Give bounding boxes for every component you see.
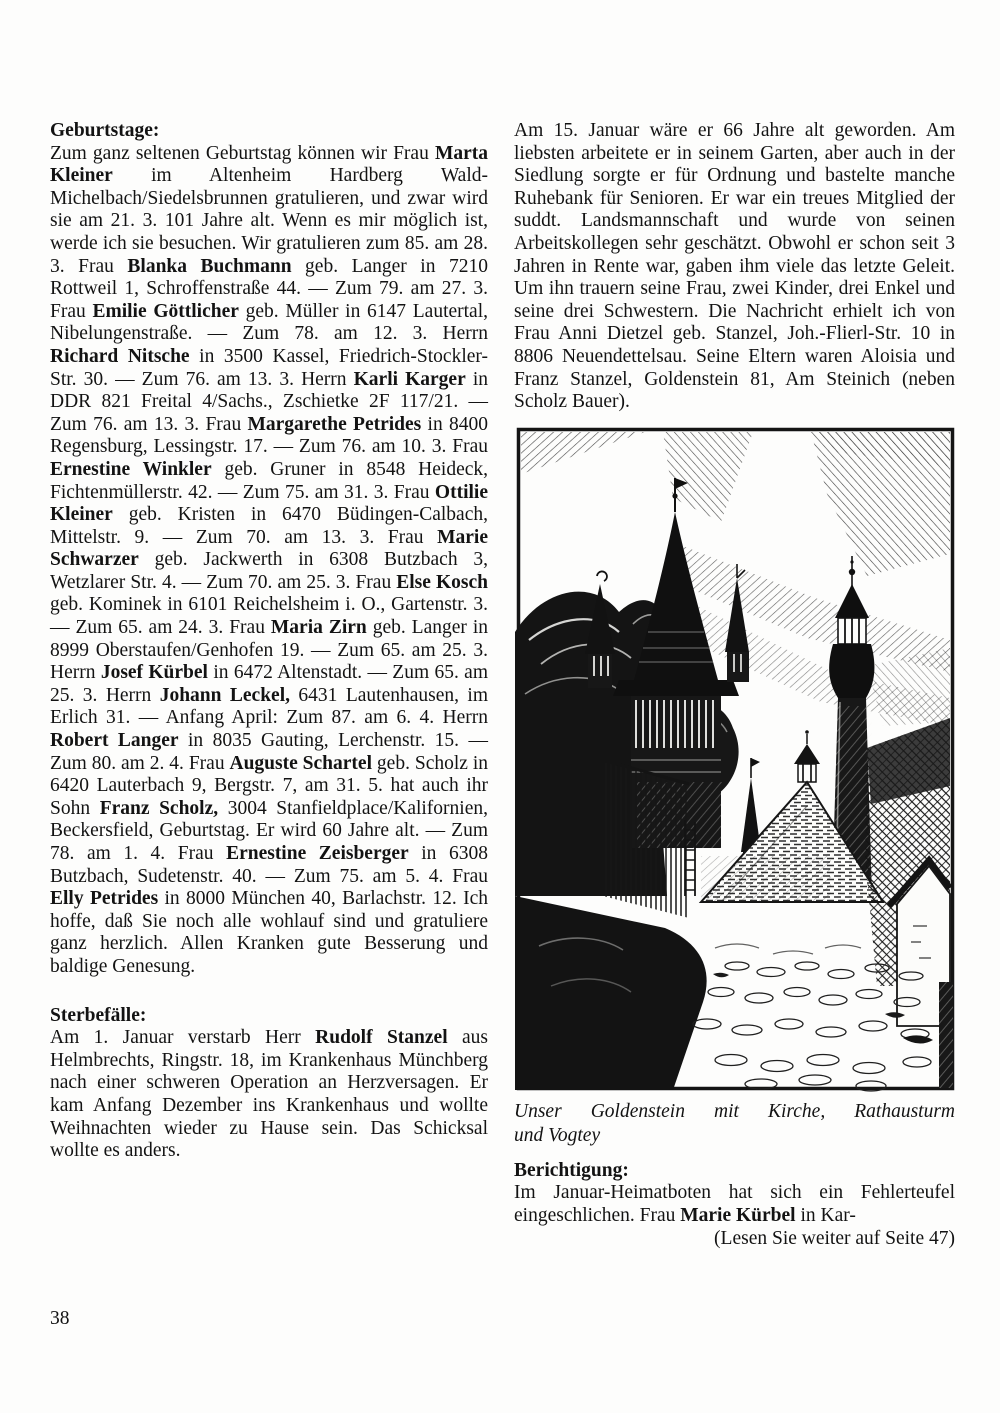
- foreground-shadow: [515, 896, 707, 1090]
- paragraph-obituary: Am 15. Januar wäre er 66 Jahre alt geworden. Am liebsten arbeitete er in seinem Garten, aber auch in der Siedlung sorgte er für Ordnung und bastelte manche Ruhebank für Senioren. Er war ein treues Mitglied der suddt. Landsmannschaft und wurde von seinen Arbeitskollegen sehr geschätzt. Obwohl er schon seit 3 Jahren in Rente war, gaben ihm viele das letzte Geleit. Um ihn trauern seine Frau, zwei Kinder, drei Enkel und seine drei Schwestern. Die Nachricht erhielt ich von Frau Anni Dietzel geb. Stanzel, Joh.-Flierl-Str. 10 in 8806 Neuendettelsau. Seine Eltern waren Aloisia und Franz Stanzel, Goldenstein 81, Am Steinich (neben Scholz Bauer).: [514, 120, 955, 413]
- continuation-note: (Lesen Sie weiter auf Seite 47): [714, 1227, 955, 1249]
- page-number: 38: [50, 1308, 70, 1329]
- paragraph-geburtstage: Zum ganz seltenen Geburtstag können wir Frau Marta Kleiner im Altenheim Hardberg Wald-Michelbach/Siedelsbrunnen gratulieren, und zwar wird sie am 21. 3. 101 Jahre alt. Wenn es mir möglich ist, werde ich sie besuchen. Wir gratulieren zum 85. am 28. 3. Frau Blanka Buchmann geb. Langer in 7210 Rottweil 1, Schroffenstraße 44. — Zum 79. am 27. 3. Frau Emilie Göttlicher geb. Müller in 6147 Lautertal, Nibelungenstraße. — Zum 78. am 12. 3. Herrn Richard Nitsche in 3500 Kassel, Friedrich-Stockler-Str. 30. — Zum 76. am 13. 3. Herrn Karli Karger in DDR 821 Freital 4/Sachs., Zschietke 2F 117/21. — Zum 76. am 13. 3. Frau Margarethe Petrides in 8400 Regensburg, Lessingstr. 17. — Zum 76. am 10. 3. Frau Ernestine Winkler geb. Gruner in 8548 Heideck, Fichtenmüllerstr. 42. — Zum 75. am 31. 3. Frau Ottilie Kleiner geb. Kristen in 6470 Büdingen-Calbach, Mittelstr. 9. — Zum 70. am 13. 3. Frau Marie Schwarzer geb. Jackwerth in 6308 Butzbach 3, Wetzlarer Str. 4. — Zum 70. am 25. 3. Frau Else Kosch geb. Kominek in 6101 Reichelsheim i. O., Gartenstr. 3. — Zum 65. am 24. 3. Frau Maria Zirn geb. Langer in 8999 Oberstaufen/Genhofen 19. — Zum 65. am 25. 3. Herrn Josef Kürbel in 6472 Altenstadt. — Zum 65. am 25. 3. Herrn Johann Leckel, 6431 Lautenhausen, im Erlich 31. — Anfang April: Zum 87. am 6. 4. Herrn Robert Langer in 8035 Gauting, Lerchenstr. 15. — Zum 80. am 2. 4. Frau Auguste Schartel geb. Scholz in 6420 Lauterbach 9, Bergstr. 7, am 31. 5. hat auch ihr Sohn Franz Scholz, 3004 Stanfieldplace/Kalifornien, Beckersfield, Geburtstag. Er wird 60 Jahre alt. — Zum 78. am 1. 4. Frau Ernestine Zeisberger in 6308 Butzbach, Sudetenstr. 40. — Zum 75. am 5. 4. Frau Elly Petrides in 8000 München 40, Barlachstr. 12. Ich hoffe, daß Sie noch alle wohlauf sind und gratuliere ganz herzlich. Allen Kranken gute Besserung und baldige Genesung.: [50, 142, 489, 977]
- caption-line-1: Unser Goldenstein mit Kirche, Rathausturm: [514, 1100, 955, 1122]
- paragraph-sterbefaelle: Am 1. Januar verstarb Herr Rudolf Stanzel aus Helmbrechts, Ringstr. 18, im Krankenhaus Münchberg nach einer schweren Operation an Herzversagen. Er kam Anfang Dezember ins Krankenhaus und wollte Weihnachten wieder zu Hause sein. Das Schicksal wollte es anders.: [50, 1027, 488, 1162]
- fence-and-ladder: [603, 760, 695, 918]
- right-buildings: [865, 718, 953, 1088]
- left-column: [50, 120, 488, 1163]
- section-heading-geburtstage: Geburtstage:: [50, 120, 160, 141]
- paragraph-berichtigung: Im Januar-Heimatboten hat sich ein Fehlerteufel eingeschlichen. Frau Marie Kürbel in Kar-: [514, 1182, 955, 1226]
- village-illustration: [515, 426, 956, 1092]
- right-column: [514, 120, 955, 1250]
- illustration-svg: [515, 426, 956, 1092]
- illustration-caption: [514, 1100, 955, 1148]
- section-heading-berichtigung: Berichtigung:: [514, 1159, 629, 1181]
- caption-line-2: und Vogtey: [514, 1124, 601, 1146]
- section-heading-sterbefaelle: Sterbefälle:: [50, 1004, 147, 1026]
